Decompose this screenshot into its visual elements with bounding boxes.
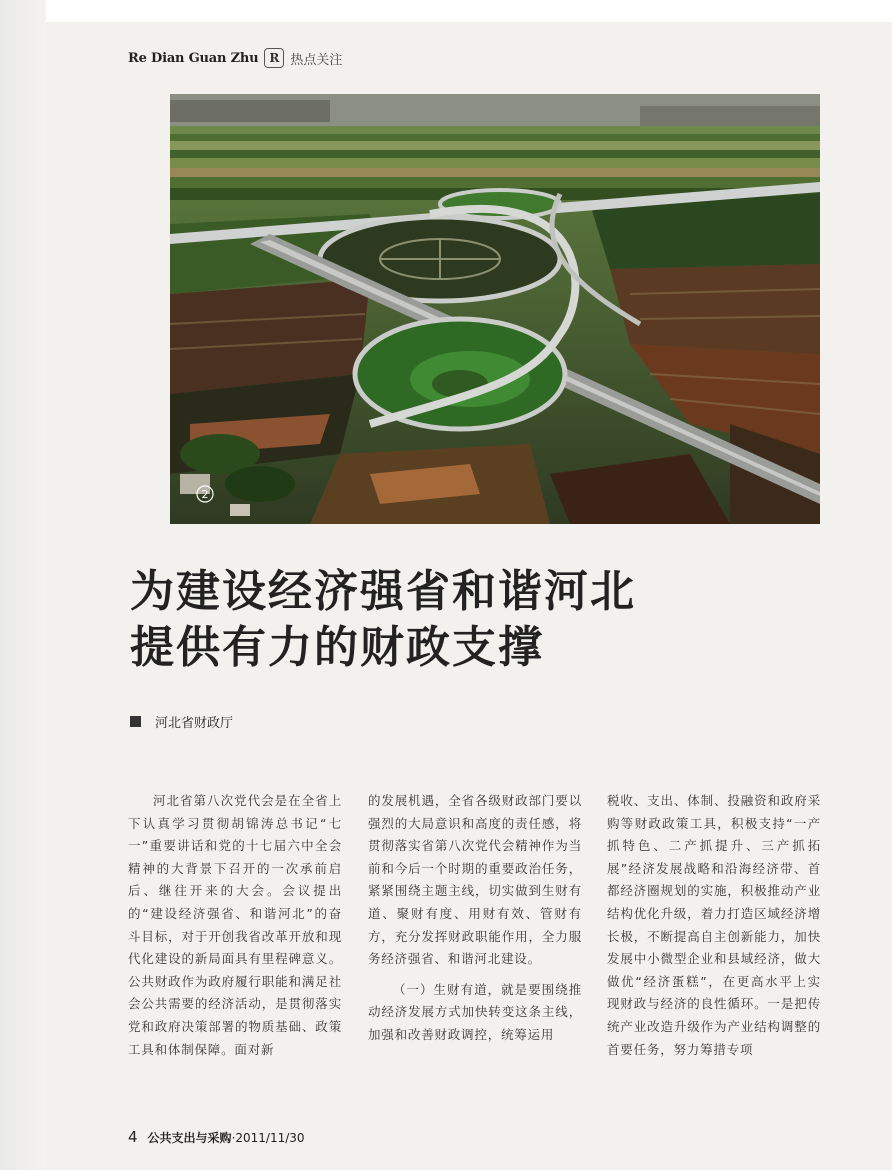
paragraph: 河北省第八次党代会是在全省上下认真学习贯彻胡锦涛总书记“七一”重要讲话和党的十七届六中全会精神的大背景下召开的一次承前启后、继往开来的大会。会议提出的“建设经济强省、和谐河北”的奋斗目标，对于开创我省改革开放和现代化建设的新局面具有里程碑意义。公共财政作为政府履行职能和满足社会公共需要的经济活动，是贯彻落实党和政府决策部署的物质基础、政策工具和体制保障。面对新 — [128, 793, 342, 1057]
header-badge: R — [264, 48, 284, 68]
paragraph: （一）生财有道，就是要围绕推动经济发展方式加快转变这条主线，加强和改善财政调控，统筹运用 — [368, 981, 582, 1042]
header-brand: Re Dian Guan Zhu — [128, 50, 259, 66]
page-number: 4 — [128, 1128, 138, 1146]
author-name: 河北省财政厅 — [155, 716, 234, 731]
paragraph: 的发展机遇，全省各级财政部门要以强烈的大局意识和高度的责任感，将贯彻落实省第八次党代会精神作为当前和今后一个时期的重要政治任务，紧紧围绕主题主线，切实做到生财有道、聚财有度、用财有效、管财有方，充分发挥财政职能作用，全力服务经济强省、和谐河北建设。 — [368, 793, 582, 967]
journal-name: 公共支出与采购 — [147, 1131, 232, 1145]
running-header — [128, 46, 342, 70]
body-column-1 — [128, 790, 342, 1061]
aerial-photo-illustration — [170, 94, 820, 524]
author-line — [130, 712, 233, 731]
article-title-line-1: 为建设经济强省和谐河北 — [130, 566, 636, 617]
page-gutter — [0, 0, 46, 1170]
header-section: 热点关注 — [290, 52, 343, 68]
body-column-2 — [368, 790, 582, 1047]
paragraph: 税收、支出、体制、投融资和政府采购等财政政策工具，积极支持“一产抓特色、二产抓提升、三产抓拓展”经济发展战略和沿海经济带、首都经济圈规划的实施，积极推动产业结构优化升级，着力打造区域经济增长极，不断提高自主创新能力，加快发展中小微型企业和县域经济，做大做优“经济蛋糕”，在更高水平上实现财政与经济的良性循环。一是把传统产业改造升级作为产业结构调整的首要任务，努力筹措专项 — [607, 793, 821, 1057]
photo-marker: 2 — [201, 488, 209, 501]
page-top-margin — [46, 0, 892, 22]
body-column-3 — [607, 790, 821, 1061]
highway-interchange-photo — [170, 94, 820, 524]
issue-date: ·2011/11/30 — [231, 1131, 305, 1145]
author-bullet-icon — [130, 716, 141, 727]
article-title-line-2: 提供有力的财政支撑 — [130, 622, 544, 673]
article-title — [130, 564, 636, 676]
page-footer — [128, 1128, 305, 1146]
footer-publication — [148, 1129, 305, 1146]
